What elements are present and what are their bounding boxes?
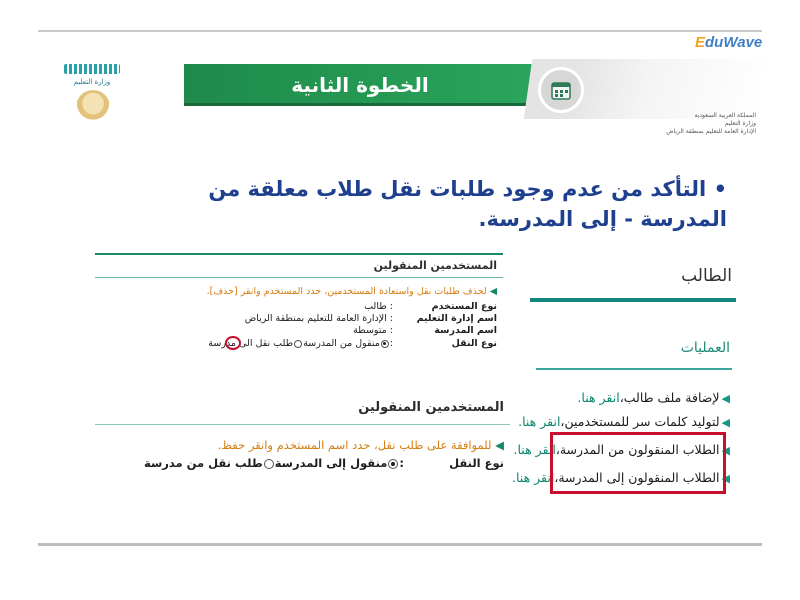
form1-hint-text: لحذف طلبات نقل واستعادة المستخدمين، حدد المستخدم وانقر [حذف].: [206, 286, 487, 297]
edu-admin-row: [245, 313, 497, 324]
transferred-from-radio[interactable]: [381, 340, 389, 348]
operations-rule: [536, 368, 732, 370]
transfer-type-row: [208, 338, 497, 349]
form2-transfer-type-row: [144, 456, 504, 470]
user-type-label: نوع المستخدم: [431, 301, 497, 312]
form1-title: المستخدمين المنقولين: [373, 259, 497, 272]
eduwave-logo: [695, 34, 762, 51]
triangle-icon: ◀: [721, 392, 730, 405]
form2-transfer-type-label: نوع النقل: [449, 456, 504, 470]
transferred-from-label: منقول من المدرسة: [303, 338, 380, 349]
edu-admin-value: : الإدارة العامة للتعليم بمنطقة الرياض: [244, 313, 393, 324]
triangle-icon: ◀: [721, 472, 730, 485]
edu-admin-label: اسم إدارة التعليم: [416, 313, 497, 324]
op-add-student-file[interactable]: [577, 390, 730, 405]
school-name-row: [353, 325, 497, 336]
op-label: لإضافة ملف طالب،: [619, 390, 720, 405]
ministry-line-3: الإدارة العامة للتعليم بمنطقة الرياض: [666, 128, 756, 135]
transfer-request-to-radio[interactable]: [294, 340, 302, 348]
transfer-request-to-label: طلب نقل الى مدرسة: [208, 338, 294, 349]
eduwave-logo-e: E: [695, 34, 706, 51]
op-link[interactable]: انقر هنا.: [577, 390, 620, 405]
form2-transfer-type-colon: :: [399, 456, 404, 470]
ministry-text: [660, 112, 756, 136]
op-label: لتوليد كلمات سر للمستخدمين،: [560, 414, 720, 429]
form2-hint: [218, 438, 504, 452]
headline: • التأكد من عدم وجود طلبات نقل طلاب معلقة من المدرسة - إلى المدرسة.: [208, 177, 727, 231]
ministry-line-1: المملكة العربية السعودية: [694, 112, 756, 119]
school-name-label: اسم المدرسة: [434, 325, 497, 336]
transfer-type-colon: :: [389, 338, 393, 349]
transferred-to-label: منقول إلى المدرسة: [274, 456, 388, 470]
form2-rule: [95, 424, 510, 425]
ministry-logo-text: وزارة التعليم: [73, 78, 111, 86]
op-generate-passwords[interactable]: [518, 414, 730, 429]
ministry-logo: [58, 58, 128, 128]
ministry-logo-pattern: [64, 64, 120, 74]
calendar-icon: [538, 67, 584, 113]
step-banner: [184, 64, 536, 106]
student-rule: [530, 298, 736, 302]
op-link[interactable]: انقر هنا.: [518, 414, 561, 429]
triangle-icon: ◀: [486, 286, 497, 297]
form2-title: المستخدمين المنقولين: [358, 400, 504, 415]
triangle-icon: ◀: [491, 438, 504, 452]
op-label: الطلاب المنقولون من المدرسة،: [555, 442, 720, 457]
operations-title: العمليات: [680, 340, 730, 356]
form1-hint: [207, 286, 497, 297]
triangle-icon: ◀: [721, 444, 730, 457]
user-type-value: : طالب: [364, 301, 393, 312]
user-type-row: [364, 301, 497, 312]
transfer-request-from-radio[interactable]: [264, 459, 274, 469]
bottom-divider: [38, 543, 762, 546]
top-divider: [38, 30, 762, 32]
transfer-type-label: نوع النقل: [451, 338, 497, 349]
emblem-icon: [76, 90, 110, 124]
ministry-line-2: وزارة التعليم: [724, 120, 756, 127]
highlight-circle: [225, 336, 241, 350]
student-title: الطالب: [681, 266, 732, 286]
transfer-request-from-label: طلب نقل من مدرسة: [143, 456, 263, 470]
transferred-users-form-1: [95, 253, 503, 363]
form2-hint-text: للموافقة على طلب نقل، حدد اسم المستخدم وانقر حفظ.: [217, 438, 492, 452]
op-link[interactable]: انقر هنا.: [512, 470, 555, 485]
op-link[interactable]: انقر هنا.: [513, 442, 556, 457]
highlight-box: [550, 432, 726, 494]
triangle-icon: ◀: [721, 416, 730, 429]
eduwave-logo-rest: duWave: [705, 34, 763, 51]
form1-rule: [95, 277, 503, 278]
school-name-value: : متوسطة: [353, 325, 393, 336]
step-title: الخطوة الثانية: [291, 73, 429, 97]
transferred-to-radio[interactable]: [388, 459, 398, 469]
op-label: الطلاب المنقولون إلى المدرسة،: [554, 470, 720, 485]
transferred-users-form-2: [95, 390, 510, 500]
